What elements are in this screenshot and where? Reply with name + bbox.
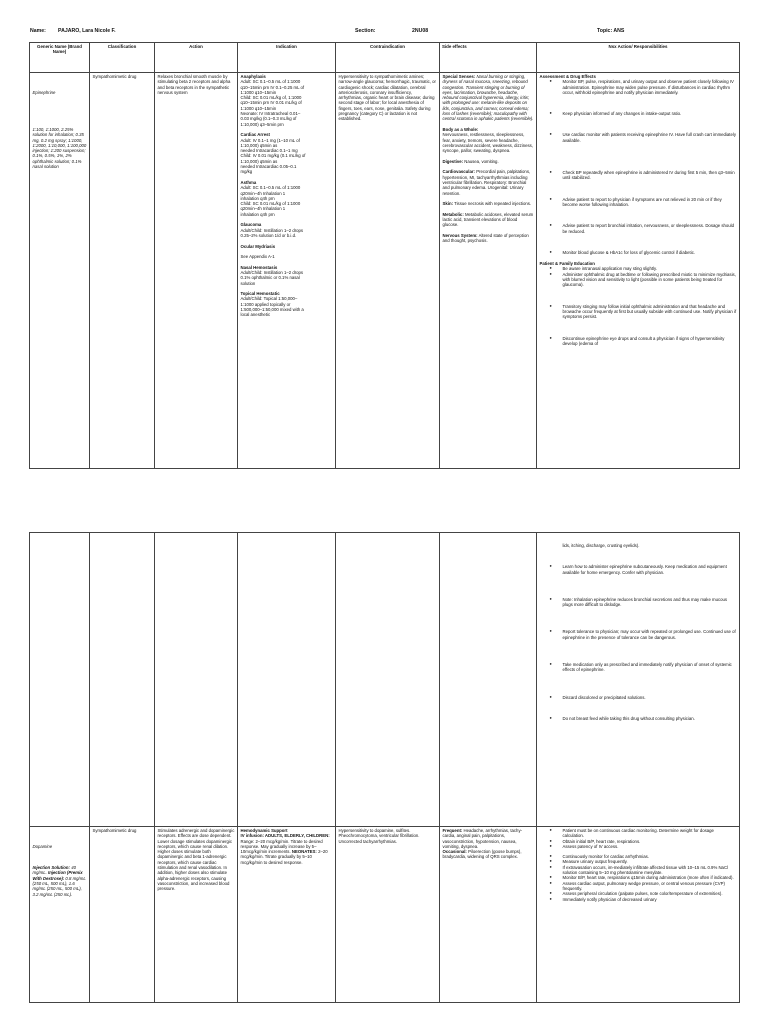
dopamine-form-title: Injection Solution:	[32, 865, 70, 871]
indication-line: needed Intracardiac 0.05–0.1	[240, 164, 297, 170]
drug-table-page-1	[29, 42, 740, 469]
dopamine-form-b-title: Injection (Premix With Dextrose):	[32, 870, 83, 881]
list-item: ● Report tolerance to physician; may occur with repeated or prolonged use. Continued use of epinephrine in the presence of tolerance can be dangerous.	[563, 629, 737, 640]
epinephrine-nsx-continued	[537, 533, 740, 827]
list-item: ● Be aware intranasal application may sting slightly.	[563, 266, 737, 271]
indication-line: 1:10,000) q5min as	[240, 158, 278, 164]
name-value: PAJARO, Lara Nicole F.	[58, 28, 116, 34]
indication-line: 1:10,000) q5min as	[240, 142, 278, 148]
nsx-education-list	[540, 266, 737, 346]
side-special-text: Nasal burning or stinging, dryness of nasal mucosa, sneezing, rebound congestion. Transient stinging or burning of eyes, lacrimation, browache, headache, rebound conjunctival hyperemia, allergy, iritis; with prolonged use: melanin-like deposits on lids, conjunctiva, and cornea; corneal edema; loss of lashes (reversible); maculopathy with central scotoma in aphakic patients (reversible).	[442, 74, 534, 122]
dopamine-indication	[238, 827, 336, 1003]
col-header-classification: Classification	[90, 43, 155, 73]
section-label: Section:	[355, 28, 376, 34]
side-metabolic-text: Metabolic acidoses, elevated serum lactic acid, transient elevations of blood glucose.	[442, 211, 534, 228]
dopamine-contraindication: Hypersensitivity to dopamine, sulfites. Pheochromocytoma, ventricular fibrillation. Uncorrected tachyarrhythmias.	[336, 827, 440, 1003]
dopamine-indication-b: 2–20 mcg/kg/min. Titrate gradually by 5–10 mcg/kg/min to desired response.	[240, 849, 328, 865]
list-item: ● Assess peripheral circulation (palpate pulses, note color/temperature of extremities).	[563, 891, 737, 896]
indication-line: 0.25–2% solution 1/d or b.i.d.	[240, 232, 297, 238]
nsx-continued-list	[540, 564, 737, 721]
epinephrine-name: Epinephrine	[32, 89, 56, 95]
indication-line: 1:10,000) q3–5min prn	[240, 121, 284, 127]
col-header-indication: Indication	[238, 43, 336, 73]
dopamine-indication-iv: IV infusion: ADULTS, ELDERLY, CHILDREN:	[240, 833, 330, 839]
epinephrine-action: Relaxes bronchial smooth muscle by stimulating beta 2 receptors and alpha and beta receptors in the sympathetic nervous system	[155, 73, 238, 469]
side-body-text: Nervousness, restlessness, sleeplessness, fear, anxiety, tremors, severe headache, cerebrovascular accident, weakness, dizziness, syncope, pallor, sweating, dyspnea.	[442, 132, 534, 154]
list-item: ● Immediately notify physician of decreased urinary	[563, 897, 737, 902]
dopamine-indication-title: Hemodynamic Support	[240, 828, 288, 833]
indication-line: local anesthetic	[240, 312, 271, 318]
list-item: ● Discontinue epinephrine eye drops and consult a physician if signs of hypersensitivity develop (edema of	[563, 336, 737, 347]
list-item: ● Monitor blood glucose & HbA1c for loss of glycemic control if diabetic.	[563, 250, 737, 255]
side-digestive-text: Nausea, vomiting.	[464, 158, 499, 164]
side-nervous-title: Nervous System:	[442, 232, 478, 238]
list-item: ● Do not breast feed while taking this drug without consulting physician.	[563, 716, 737, 721]
indication-line: 1:500,000–1:50,000 mixed with a	[240, 307, 304, 313]
epinephrine-contraindication: Hypersensitivity to sympathomimetic amines; narrow-angle glaucoma; hemorrhagic, traumatic, or cardiogenic shock; cardiac dilatation, cerebral arteriosclerosis, coronary insufficiency, arrhythmias, organic heart or brain disease; during second stage of labor; for local anesthesia of fingers, toes, ears, nose, genitalia. Safety during pregnancy (category C) or lactation is not established.	[336, 73, 440, 469]
indication-line: needed Intracardiac 0.1–1 mg	[240, 148, 298, 154]
indication-title: Topical Hemostatic	[240, 291, 280, 297]
dopamine-side-freq-title: Frequent:	[442, 828, 463, 833]
indication-line: solution	[240, 280, 256, 286]
nsx-education-title: Patient & Family Education	[539, 261, 595, 267]
indication-line: 1:1000 q10–15min	[240, 89, 277, 95]
nsx-assessment-title: Assessment & Drug Effects	[539, 74, 596, 79]
side-special-title: Special Senses:	[442, 74, 476, 79]
list-item: ● Assess cardiac output, pulmonary wedge pressure, or central venous pressure (CVP) frequently.	[563, 881, 737, 892]
side-skin-text: Tissue necrosis with repeated injections.	[454, 201, 532, 207]
indication-title: Nasal Hemostasis	[240, 264, 278, 270]
dopamine-form-b: 0.8 mg/mL (250 mL, 500 mL), 1.6 mg/mL (250 mL, 500 mL), 3.2 mg/mL (250 mL).	[32, 875, 86, 897]
indication-line: 0.03 mg/kg (0.1–0.3 mL/kg of	[240, 116, 297, 122]
epinephrine-nsx	[537, 73, 740, 469]
col-header-nsx: Nsx Action/ Responsibilities	[537, 43, 740, 73]
col-header-generic: Generic Name (Brand Name)	[30, 43, 90, 73]
indication-line: Child: SC 0.01 mL/kg of, 1:1000	[240, 95, 302, 101]
indication-line: q20min–4h Inhalation 1	[240, 206, 286, 212]
indication-line: See Appendix A-1	[240, 254, 275, 260]
list-item: ● Note: Inhalation epinephrine reduces bronchial secretions and thus may make mucous plugs more difficult to dislodge.	[563, 597, 737, 608]
col-header-side-effects: Side effects	[440, 43, 537, 73]
dopamine-indication-neo: NEONATES:	[291, 849, 317, 855]
indication-title: Cardiac Arrest	[240, 132, 270, 138]
list-item: ● Use cardiac monitor with patients receiving epinephrine IV. Have full crash cart immediately available.	[563, 132, 737, 143]
list-item: ● Administer ophthalmic drug at bedtime or following prescribed miotic to minimize mydriasis, with blurred vision and sensitivity to light (possible in some patients being treated for glaucoma).	[563, 272, 737, 288]
nsx-continued-first: lids, itching, discharge, crusting eyelids).	[562, 543, 640, 548]
epinephrine-classification: Sympathomimetic drug	[90, 73, 155, 469]
indication-line: Child: IV 0.01 mg/kg (0.1 mL/kg of	[240, 153, 306, 159]
indication-line: 1:1000 q10–15min	[240, 105, 277, 111]
indication-line: Adult/Child: Instillation 1–2 drops	[240, 269, 304, 275]
dopamine-side-occ: Piloerection (goose bumps), bradycardia, widening of QRS complex.	[442, 849, 522, 860]
list-item: ● If extravasation occurs, im-mediately infiltrate affected tissue with 10–15 mL 0.9% NaCl solution containing 5–10 mg phentolamine mesylate.	[563, 865, 737, 876]
dopamine-action: Stimulates adrenergic and dopaminergic receptors. Effects are dose dependent. Lower dosage stimulates dopaminergic receptors, which cause renal dilation. Higher doses stimulate both dopaminergic and beta 1-adrenergic receptors, which cause cardiac stimulation and renal vasodilation. In addition, higher doses also stimulate alpha-adrenergic receptors, causing vasoconstriction, and increased blood pressure.	[155, 827, 238, 1003]
side-cardio-text: Precordial pain, palpitations, hypertension, MI, tachyarrhythmias including ventricular fibrillation. Respiratory: Bronchial and pulmonary edema. Urogenital: Urinary retention.	[442, 169, 531, 196]
list-item: ● Take medication only as prescribed and immediately notify physician of onset of systemic effects of epinephrine.	[563, 662, 737, 673]
list-item: ● Obtain initial B/P, heart rate, respirations.	[563, 839, 737, 844]
list-item: ● Advise patient to report to physician if symptoms are not relieved in 20 min or if they become worse following inhalation.	[563, 197, 737, 208]
list-item: ● Patient must be on continuous cardiac monitoring. Determine weight for dosage calculation.	[563, 828, 737, 839]
indication-line: Adult/Child: Instillation 1–2 drops	[240, 227, 304, 233]
list-item: ● Monitor B/P, heart rate, respirations q15min during administration (more often if indicated).	[563, 875, 737, 880]
list-item: ● Transitory stinging may follow initial ophthalmic administration and that headache and browache occur frequently at first but usually subside with continued use. Notify physician if symptoms persist.	[563, 304, 737, 320]
dopamine-name: Dopamine	[32, 843, 53, 849]
indication-line: Adult: IV 0.1–1 mg (1–10 mL of	[240, 137, 300, 143]
dopamine-side-occ-title: Occasional:	[442, 849, 467, 855]
indication-line: inhalation q4h prn	[240, 211, 275, 217]
dopamine-form-a: 40 mg/mL.	[32, 865, 76, 876]
indication-title: Asthma	[240, 179, 257, 185]
side-metabolic-title: Metabolic:	[442, 211, 464, 217]
list-item: ● Check BP repeatedly when epinephrine is administered IV during first 5 min, then q3–5min until stabilized.	[563, 170, 737, 181]
list-item: ● Measure urinary output frequently.	[563, 859, 737, 864]
table-header-row	[30, 43, 740, 73]
indication-line: mg/kg	[240, 169, 253, 175]
indication-line: Neonate: IV Intratracheal 0.01–	[240, 111, 301, 117]
col-header-action: Action	[155, 43, 238, 73]
side-cardio-title: Cardiovascular:	[442, 169, 475, 175]
dopamine-side-effects	[440, 827, 537, 1003]
epinephrine-indication	[238, 73, 336, 469]
indication-line: Adult: SC 0.1–0.5 mL of 1:1000	[240, 79, 301, 85]
indication-line: q20min–4h Inhalation 1	[240, 190, 286, 196]
table-row-epinephrine	[30, 73, 740, 469]
list-item: ● Keep physician informed of any changes in intake-output ratio.	[563, 111, 737, 116]
indication-line: 1:1000 applied topically or	[240, 301, 291, 307]
table-row-epinephrine-continued	[30, 533, 740, 827]
col-header-contraindication: Contraindication	[336, 43, 440, 73]
epinephrine-side-effects	[440, 73, 537, 469]
indication-line: Adult/Child: Topical 1:50,000–	[240, 296, 298, 302]
dopamine-classification: Sympathomimetic drug	[90, 827, 155, 1003]
list-item: ● Learn how to administer epinephrine subcutaneously. Keep medication and equipment available for home emergency. Confer with physician.	[563, 564, 737, 575]
list-item: ● Discard discolored or precipitated solutions.	[563, 695, 737, 700]
list-item: ● Monitor BP, pulse, respirations, and urinary output and observe patient closely following IV administration. Epinephrine may widen pulse pressure. If disturbances in cardiac rhythm occur, withhold epinephrine and notify physician immediately.	[563, 79, 737, 95]
list-item: ● Continuously monitor for cardiac arrhythmias.	[563, 854, 737, 859]
indication-line: Adult: SC 0.1–0.5 mL of 1:1000	[240, 185, 301, 191]
indication-line: q10–15min prn IV 0.01 mL/kg of	[240, 100, 302, 106]
side-skin-title: Skin:	[442, 201, 454, 207]
indication-title: Ocular Mydriasis	[240, 243, 276, 249]
dopamine-side-freq: Headache, arrhythmias, tachy-cardia, anginal pain, palpitations, vasoconstriction, hypotension, nausea, vomiting, dyspnea.	[442, 828, 523, 849]
dopamine-nsx	[537, 827, 740, 1003]
indication-line: Child: SC 0.01 mL/kg of 1:1000	[240, 201, 301, 207]
epinephrine-name-cell	[30, 73, 90, 469]
drug-table-page-2	[29, 532, 740, 1003]
list-item: ● Advise patient to report bronchial irritation, nervousness, or sleeplessness. Dosage should be reduced.	[563, 223, 737, 234]
dopamine-indication-a: Range: 2–20 mcg/kg/min. Titrate to desired response. May gradually increase by 5–10mcg/kg/min increments.	[240, 838, 323, 855]
section-value: 2NU08	[412, 28, 429, 34]
name-label: Name:	[30, 28, 46, 34]
list-item: ● Assess patency of IV access.	[563, 844, 737, 849]
side-nervous-text: Altered state of perception and thought, psychosis.	[442, 232, 529, 244]
dopamine-name-cell	[30, 827, 90, 1003]
indication-line: 0.1% ophthalmic or 0.1% nasal	[240, 275, 300, 281]
side-digestive-title: Digestive:	[442, 158, 464, 164]
indication-title: Glaucoma	[240, 222, 262, 228]
dopamine-nsx-list	[540, 828, 737, 902]
topic-label: Topic: ANS	[597, 28, 625, 34]
indication-line: inhalation q4h prn	[240, 195, 275, 201]
table-row-dopamine	[30, 827, 740, 1003]
indication-line: q10–15min prn IV 0.1–0.25 mL of	[240, 84, 305, 90]
nsx-assessment-list	[540, 79, 737, 255]
indication-title: Anaphylaxis	[240, 74, 266, 79]
side-body-title: Body as a Whole:	[442, 126, 479, 132]
epinephrine-forms: 1:100, 1:1000, 2.25% solution for inhalation; 0.35 mg, 0.2 mg spray; 1:1000, 1:2000, 1:10,000, 1:100,000 injection; 1:200 suspension; 0.1%, 0.5%, 1%, 2% ophthalmic solution; 0.1% nasal solution	[32, 126, 87, 170]
